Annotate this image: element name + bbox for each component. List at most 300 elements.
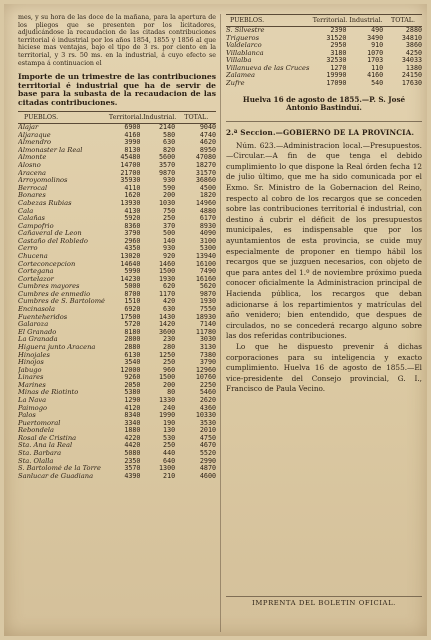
header-industrial: Industrial. (143, 114, 177, 122)
footer-divider (226, 596, 422, 597)
row-pueblo: Alosno (18, 162, 41, 170)
row-total: 13940 (195, 252, 216, 260)
row-pueblo: Zalamea (226, 72, 256, 80)
header-total: TOTAL. (391, 17, 415, 24)
table-row (18, 223, 216, 231)
table-row (226, 42, 422, 50)
row-pueblo: La Nava (18, 396, 47, 404)
row-pueblo: Cumbres mayores (18, 283, 80, 291)
table-row (18, 132, 216, 140)
row-pueblo: Cañaveral de Leon (18, 230, 82, 238)
row-territorial: 3790 (124, 230, 141, 238)
row-industrial: 930 (163, 245, 176, 253)
row-pueblo: Villablanca (226, 49, 264, 57)
row-pueblo: Almonaster la Real (18, 146, 83, 154)
row-territorial: 4130 (124, 207, 141, 215)
row-industrial: 1330 (159, 396, 176, 404)
row-total: 8950 (199, 146, 216, 154)
row-territorial: 4390 (124, 472, 141, 480)
table-row (226, 35, 422, 43)
table-row (18, 435, 216, 443)
table-row (18, 382, 216, 390)
row-pueblo: Almonte (18, 154, 47, 162)
row-pueblo: Puertomoral (18, 419, 61, 427)
row-territorial: 8360 (124, 222, 141, 230)
row-pueblo: Rebondela (18, 427, 54, 435)
row-territorial: 13020 (120, 252, 141, 260)
row-total: 2990 (199, 457, 216, 465)
row-industrial: 1070 (367, 49, 384, 57)
row-territorial: 32530 (326, 57, 347, 65)
row-territorial: 9260 (124, 374, 141, 382)
row-industrial: 960 (163, 366, 176, 374)
row-total: 4750 (199, 434, 216, 442)
row-pueblo: Trigueros (226, 34, 259, 42)
row-territorial: 3570 (124, 465, 141, 473)
row-territorial: 13930 (120, 199, 141, 207)
table-row (18, 276, 216, 284)
table-row (18, 253, 216, 261)
row-territorial: 14230 (120, 275, 141, 283)
row-total: 10760 (195, 374, 216, 382)
intro-paragraph: mes, y su hora de las doce de la mañana, para la apertura de los pliegos que se presenten por los licitadores, adjudicándose la recaudacion de las citadas contribuciones territorial é industrial por los años 1854, 1855 y 1856 al que hiciese mas ventajas, bajo el tipo de 3 rs. por ciento en la territorial, y 3 rs. 50 ms. en la industrial, á cuyo efecto se estampa á continuacion el (18, 14, 216, 67)
row-total: 3030 (199, 336, 216, 344)
row-industrial: 200 (163, 381, 176, 389)
row-territorial: 4420 (124, 442, 141, 450)
table-row (18, 450, 216, 458)
row-industrial: 80 (167, 389, 176, 397)
row-total: 6170 (199, 215, 216, 223)
row-total: 2620 (199, 396, 216, 404)
row-pueblo: Jabugo (18, 366, 42, 374)
table-row (18, 268, 216, 276)
row-total: 7140 (199, 321, 216, 329)
row-territorial: 1880 (124, 427, 141, 435)
row-total: 34033 (401, 57, 422, 65)
row-industrial: 930 (163, 177, 176, 185)
row-total: 4250 (405, 49, 422, 57)
row-territorial: 4120 (124, 404, 141, 412)
table-row (18, 298, 216, 306)
row-total: 4600 (199, 472, 216, 480)
row-territorial: 19990 (326, 72, 347, 80)
row-industrial: 500 (163, 230, 176, 238)
row-pueblo: Cabezas Rubias (18, 199, 72, 207)
row-total: 7380 (199, 351, 216, 359)
row-territorial: 17090 (326, 80, 347, 88)
row-territorial: 2950 (330, 42, 347, 50)
row-territorial: 31520 (326, 34, 347, 42)
row-territorial: 35930 (120, 177, 141, 185)
row-territorial: 5720 (124, 321, 141, 329)
table-row (18, 185, 216, 193)
table-row (18, 473, 216, 481)
row-pueblo: Hinojos (18, 359, 44, 367)
table-row (18, 359, 216, 367)
table-row (18, 208, 216, 216)
row-territorial: 2050 (124, 381, 141, 389)
row-total: 4870 (199, 465, 216, 473)
row-pueblo: Bonares (18, 192, 46, 200)
table-row (18, 352, 216, 360)
row-industrial: 920 (163, 252, 176, 260)
row-pueblo: Cumbres de enmedio (18, 290, 91, 298)
row-pueblo: Berrocal (18, 184, 48, 192)
table-row (18, 336, 216, 344)
row-pueblo: Campofrio (18, 222, 54, 230)
row-industrial: 250 (163, 359, 176, 367)
table-row (18, 154, 216, 162)
row-territorial: 2960 (124, 237, 141, 245)
row-pueblo: Villanueva de las Cruces (226, 64, 310, 72)
row-industrial: 540 (371, 80, 384, 88)
row-total: 10330 (195, 412, 216, 420)
row-industrial: 210 (163, 472, 176, 480)
row-territorial: 5380 (124, 389, 141, 397)
row-territorial: 4110 (124, 184, 141, 192)
table-row (18, 238, 216, 246)
row-total: 3130 (199, 343, 216, 351)
table-row (226, 50, 422, 58)
row-territorial: 3180 (330, 49, 347, 57)
row-total: 2250 (199, 381, 216, 389)
row-total: 4360 (199, 404, 216, 412)
row-territorial: 3540 (124, 359, 141, 367)
row-total: 1930 (199, 298, 216, 306)
row-territorial: 5920 (124, 215, 141, 223)
row-industrial: 620 (163, 283, 176, 291)
row-total: 3860 (405, 42, 422, 50)
row-pueblo: Castaño del Robledo (18, 237, 88, 245)
row-total: 2010 (199, 427, 216, 435)
row-industrial: 3490 (367, 34, 384, 42)
row-pueblo: Arroyomolinos (18, 177, 68, 185)
row-industrial: 750 (163, 207, 176, 215)
row-pueblo: Aljaraque (18, 131, 51, 139)
row-territorial: 1620 (124, 192, 141, 200)
row-total: 24150 (401, 72, 422, 80)
row-pueblo: Almendro (18, 139, 52, 147)
right-column (226, 14, 422, 607)
row-industrial: 1170 (159, 290, 176, 298)
row-pueblo: Cortegana (18, 268, 54, 276)
row-territorial: 4220 (124, 434, 141, 442)
row-total: 3530 (199, 419, 216, 427)
row-industrial: 1990 (159, 412, 176, 420)
row-territorial: 1290 (124, 396, 141, 404)
row-pueblo: Sta. Olalla (18, 457, 54, 465)
row-territorial: 21700 (120, 169, 141, 177)
row-pueblo: S. Silvestre (226, 27, 265, 34)
row-territorial: 5080 (124, 450, 141, 458)
row-pueblo: Linares (18, 374, 44, 382)
header-territorial: Territorial. (108, 114, 144, 122)
table-row (18, 442, 216, 450)
row-pueblo: Sanlucar de Guadiana (18, 472, 94, 480)
row-territorial: 4160 (124, 131, 141, 139)
row-pueblo: Villalba (226, 57, 252, 65)
table-row (18, 458, 216, 466)
table-row (18, 291, 216, 299)
row-industrial: 1930 (159, 275, 176, 283)
table-row (18, 245, 216, 253)
table-row (18, 427, 216, 435)
row-industrial: 9870 (159, 169, 176, 177)
row-territorial: 45480 (120, 154, 141, 162)
row-industrial: 200 (163, 192, 176, 200)
row-industrial: 1500 (159, 374, 176, 382)
row-pueblo: Calañas (18, 215, 45, 223)
row-pueblo: Rosal de Cristina (18, 434, 77, 442)
row-territorial: 6900 (124, 124, 141, 132)
row-pueblo: Cerro (18, 245, 38, 253)
row-industrial: 280 (163, 343, 176, 351)
row-industrial: 3570 (159, 162, 176, 170)
row-territorial: 1270 (330, 64, 347, 72)
row-territorial: 8130 (124, 146, 141, 154)
row-pueblo: Sta. Ana la Real (18, 442, 73, 450)
row-territorial: 3340 (124, 419, 141, 427)
header-pueblos: PUEBLOS. (24, 114, 59, 122)
row-pueblo: Sta. Barbara (18, 450, 62, 458)
row-industrial: 130 (163, 427, 176, 435)
row-pueblo: Chucena (18, 252, 48, 260)
row-territorial: 8180 (124, 328, 141, 336)
row-industrial: 630 (163, 139, 176, 147)
row-pueblo: La Granada (18, 336, 58, 344)
table-row (18, 215, 216, 223)
row-industrial: 110 (371, 64, 384, 72)
right-contributions-table (226, 27, 422, 88)
row-territorial: 12000 (120, 366, 141, 374)
row-territorial: 3990 (124, 139, 141, 147)
row-industrial: 230 (163, 336, 176, 344)
table-row (18, 177, 216, 185)
row-total: 1820 (199, 192, 216, 200)
row-total: 7550 (199, 306, 216, 314)
row-pueblo: Zufre (226, 80, 245, 88)
row-territorial: 6130 (124, 351, 141, 359)
circular-paragraph-1: Núm. 623.—Administracion local.—Presupuestos.—Circular.—A fin de que tenga el debido cumplimiento lo que dispone la Real órden fecha 12 de julio último, que me ha sido comunicada por el Exmo. Sr. Ministro de la Gobernacion del Reino, respecto al cobro de los recargos que se conceden sobre las contribuciones territorial é industrial, con destino á cubrir el déficit de los presupuestos municipales, es indispensable que por los ayuntamientos de esta provincia, se cuide muy especialmente de proponer en tiempo hábil los recargos que se juzguen necesarios, con objeto de que para antes del 1.º de noviembre próximo pueda conocer oficialmente la Administracion principal de Hacienda pública, los recargos que deban adicionarse á los repartimientos y matrículas del año venidero; bien entendido, que despues de circulados, no se concederá recargo alguno sobre las dos referidas contribuciones. (226, 140, 422, 341)
table-row (226, 65, 422, 73)
row-pueblo: Galaroza (18, 321, 49, 329)
row-industrial: 4160 (367, 72, 384, 80)
row-industrial: 1430 (159, 313, 176, 321)
row-pueblo: Paimogo (18, 404, 47, 412)
signature: Huelva 16 de agosto de 1855.—P. S. José Antonio Bastinduí. (242, 94, 406, 113)
row-total: 3790 (199, 359, 216, 367)
row-pueblo: Fuenteheridos (18, 313, 68, 321)
table-row (18, 162, 216, 170)
row-total: 5460 (199, 389, 216, 397)
table-row (18, 465, 216, 473)
table-row (226, 57, 422, 65)
row-territorial: 4350 (124, 245, 141, 253)
left-table-header (18, 111, 216, 124)
row-pueblo: Cumbres de S. Bartolomé (18, 298, 105, 306)
row-pueblo: Cortelazor (18, 275, 54, 283)
table-row (226, 72, 422, 80)
row-industrial: 440 (163, 450, 176, 458)
table-row (18, 283, 216, 291)
table-row (18, 412, 216, 420)
row-total: 4670 (199, 442, 216, 450)
row-total: 11780 (195, 328, 216, 336)
row-total: 34810 (401, 34, 422, 42)
table-row (18, 170, 216, 178)
row-total: 16160 (195, 275, 216, 283)
table-row (18, 261, 216, 269)
table-row (18, 420, 216, 428)
table-row (18, 200, 216, 208)
row-industrial: 1030 (159, 199, 176, 207)
row-total: 9040 (199, 124, 216, 132)
row-pueblo: Encinasola (18, 306, 55, 314)
row-pueblo: Palos (18, 412, 36, 420)
row-total: 5300 (199, 245, 216, 253)
row-total: 7490 (199, 268, 216, 276)
row-total: 17630 (401, 80, 422, 88)
row-industrial: 250 (163, 442, 176, 450)
table-row (18, 321, 216, 329)
row-industrial: 590 (163, 184, 176, 192)
row-total: 8930 (199, 222, 216, 230)
row-total: 47080 (195, 154, 216, 162)
table-row (18, 192, 216, 200)
table-row (18, 397, 216, 405)
row-pueblo: Minas de Riotinto (18, 389, 79, 397)
row-industrial: 240 (163, 404, 176, 412)
divider (226, 121, 422, 122)
row-territorial: 8700 (124, 290, 141, 298)
row-territorial: 2880 (124, 343, 141, 351)
row-industrial: 1420 (159, 321, 176, 329)
row-total: 12960 (195, 366, 216, 374)
row-pueblo: Corteconcepcion (18, 260, 76, 268)
row-industrial: 370 (163, 222, 176, 230)
table-row (18, 367, 216, 375)
row-industrial: 490 (371, 27, 384, 34)
newspaper-page (4, 4, 427, 636)
table-row (18, 314, 216, 322)
row-territorial: 6920 (124, 306, 141, 314)
row-total: 5520 (199, 450, 216, 458)
left-column (18, 14, 216, 480)
row-total: 18930 (195, 313, 216, 321)
header-industrial: Industrial. (349, 17, 383, 24)
row-industrial: 1703 (367, 57, 384, 65)
row-territorial: 2350 (124, 457, 141, 465)
row-territorial: 1510 (124, 298, 141, 306)
table-row (18, 306, 216, 314)
table-row (18, 139, 216, 147)
row-territorial: 5990 (124, 268, 141, 276)
row-territorial: 5000 (124, 283, 141, 291)
row-territorial: 14640 (120, 260, 141, 268)
row-total: 2880 (405, 27, 422, 34)
row-pueblo: El Granado (18, 328, 57, 336)
row-industrial: 1300 (159, 465, 176, 473)
row-industrial: 910 (371, 42, 384, 50)
right-table-header (226, 14, 422, 27)
table-row (226, 80, 422, 88)
row-industrial: 140 (163, 237, 176, 245)
row-total: 4880 (199, 207, 216, 215)
row-total: 18270 (195, 162, 216, 170)
row-industrial: 250 (163, 215, 176, 223)
row-industrial: 1460 (159, 260, 176, 268)
row-total: 5620 (199, 283, 216, 291)
column-divider (220, 14, 221, 632)
table-row (18, 124, 216, 132)
row-industrial: 530 (163, 434, 176, 442)
table-row (18, 147, 216, 155)
row-industrial: 630 (163, 306, 176, 314)
row-pueblo: Marines (18, 381, 46, 389)
row-total: 31570 (195, 169, 216, 177)
row-total: 36860 (195, 177, 216, 185)
header-pueblos: PUEBLOS. (230, 17, 265, 24)
row-pueblo: Valdelarco (226, 42, 262, 50)
row-total: 4740 (199, 131, 216, 139)
row-industrial: 190 (163, 419, 176, 427)
table-row (226, 27, 422, 35)
row-industrial: 2140 (159, 124, 176, 132)
table-row (18, 374, 216, 382)
row-territorial: 2390 (330, 27, 347, 34)
row-pueblo: Higuera junto Aracena (18, 343, 96, 351)
table-row (18, 230, 216, 238)
row-pueblo: Hinojales (18, 351, 50, 359)
imprenta-footer: IMPRENTA DEL BOLETIN OFICIAL. (252, 599, 396, 607)
section-heading: 2.ª Seccion.—GOBIERNO DE LA PROVINCIA. (226, 127, 415, 137)
circular-paragraph-2: Lo que he dispuesto prevenir á dichas corporaciones para su inteligencia y exacto cumplimiento. Huelva 16 de agosto de 1855.—El vice-presidente del Consejo provincial, G. I., Francisco de Paula Vecino. (226, 341, 422, 394)
row-territorial: 14700 (120, 162, 141, 170)
row-industrial: 640 (163, 457, 176, 465)
table-row (18, 329, 216, 337)
row-industrial: 580 (163, 131, 176, 139)
row-total: 4090 (199, 230, 216, 238)
table-row (18, 405, 216, 413)
row-total: 1380 (405, 64, 422, 72)
row-total: 14960 (195, 199, 216, 207)
row-pueblo: Alajar (18, 124, 39, 132)
row-industrial: 1500 (159, 268, 176, 276)
row-pueblo: Aracena (18, 169, 47, 177)
left-contributions-table (18, 124, 216, 480)
row-total: 16100 (195, 260, 216, 268)
row-industrial: 420 (163, 298, 176, 306)
row-territorial: 2800 (124, 336, 141, 344)
header-total: TOTAL. (184, 114, 209, 122)
row-pueblo: Cala (18, 207, 34, 215)
row-total: 4500 (199, 184, 216, 192)
row-total: 3100 (199, 237, 216, 245)
table-row (18, 389, 216, 397)
row-industrial: 1250 (159, 351, 176, 359)
table-heading: Importe de un trimestre de las contribuciones territorial é industrial que ha de servir de base para la subasta de la recaudacion de las citadas contribuciones. (18, 72, 216, 107)
row-total: 4620 (199, 139, 216, 147)
row-industrial: 5600 (159, 154, 176, 162)
row-territorial: 17500 (120, 313, 141, 321)
row-total: 9870 (199, 290, 216, 298)
header-territorial: Territorial. (312, 17, 348, 24)
table-row (18, 344, 216, 352)
row-territorial: 8340 (124, 412, 141, 420)
row-pueblo: S. Bartolomé de la Torre (18, 465, 101, 473)
row-industrial: 3600 (159, 328, 176, 336)
row-industrial: 820 (163, 146, 176, 154)
